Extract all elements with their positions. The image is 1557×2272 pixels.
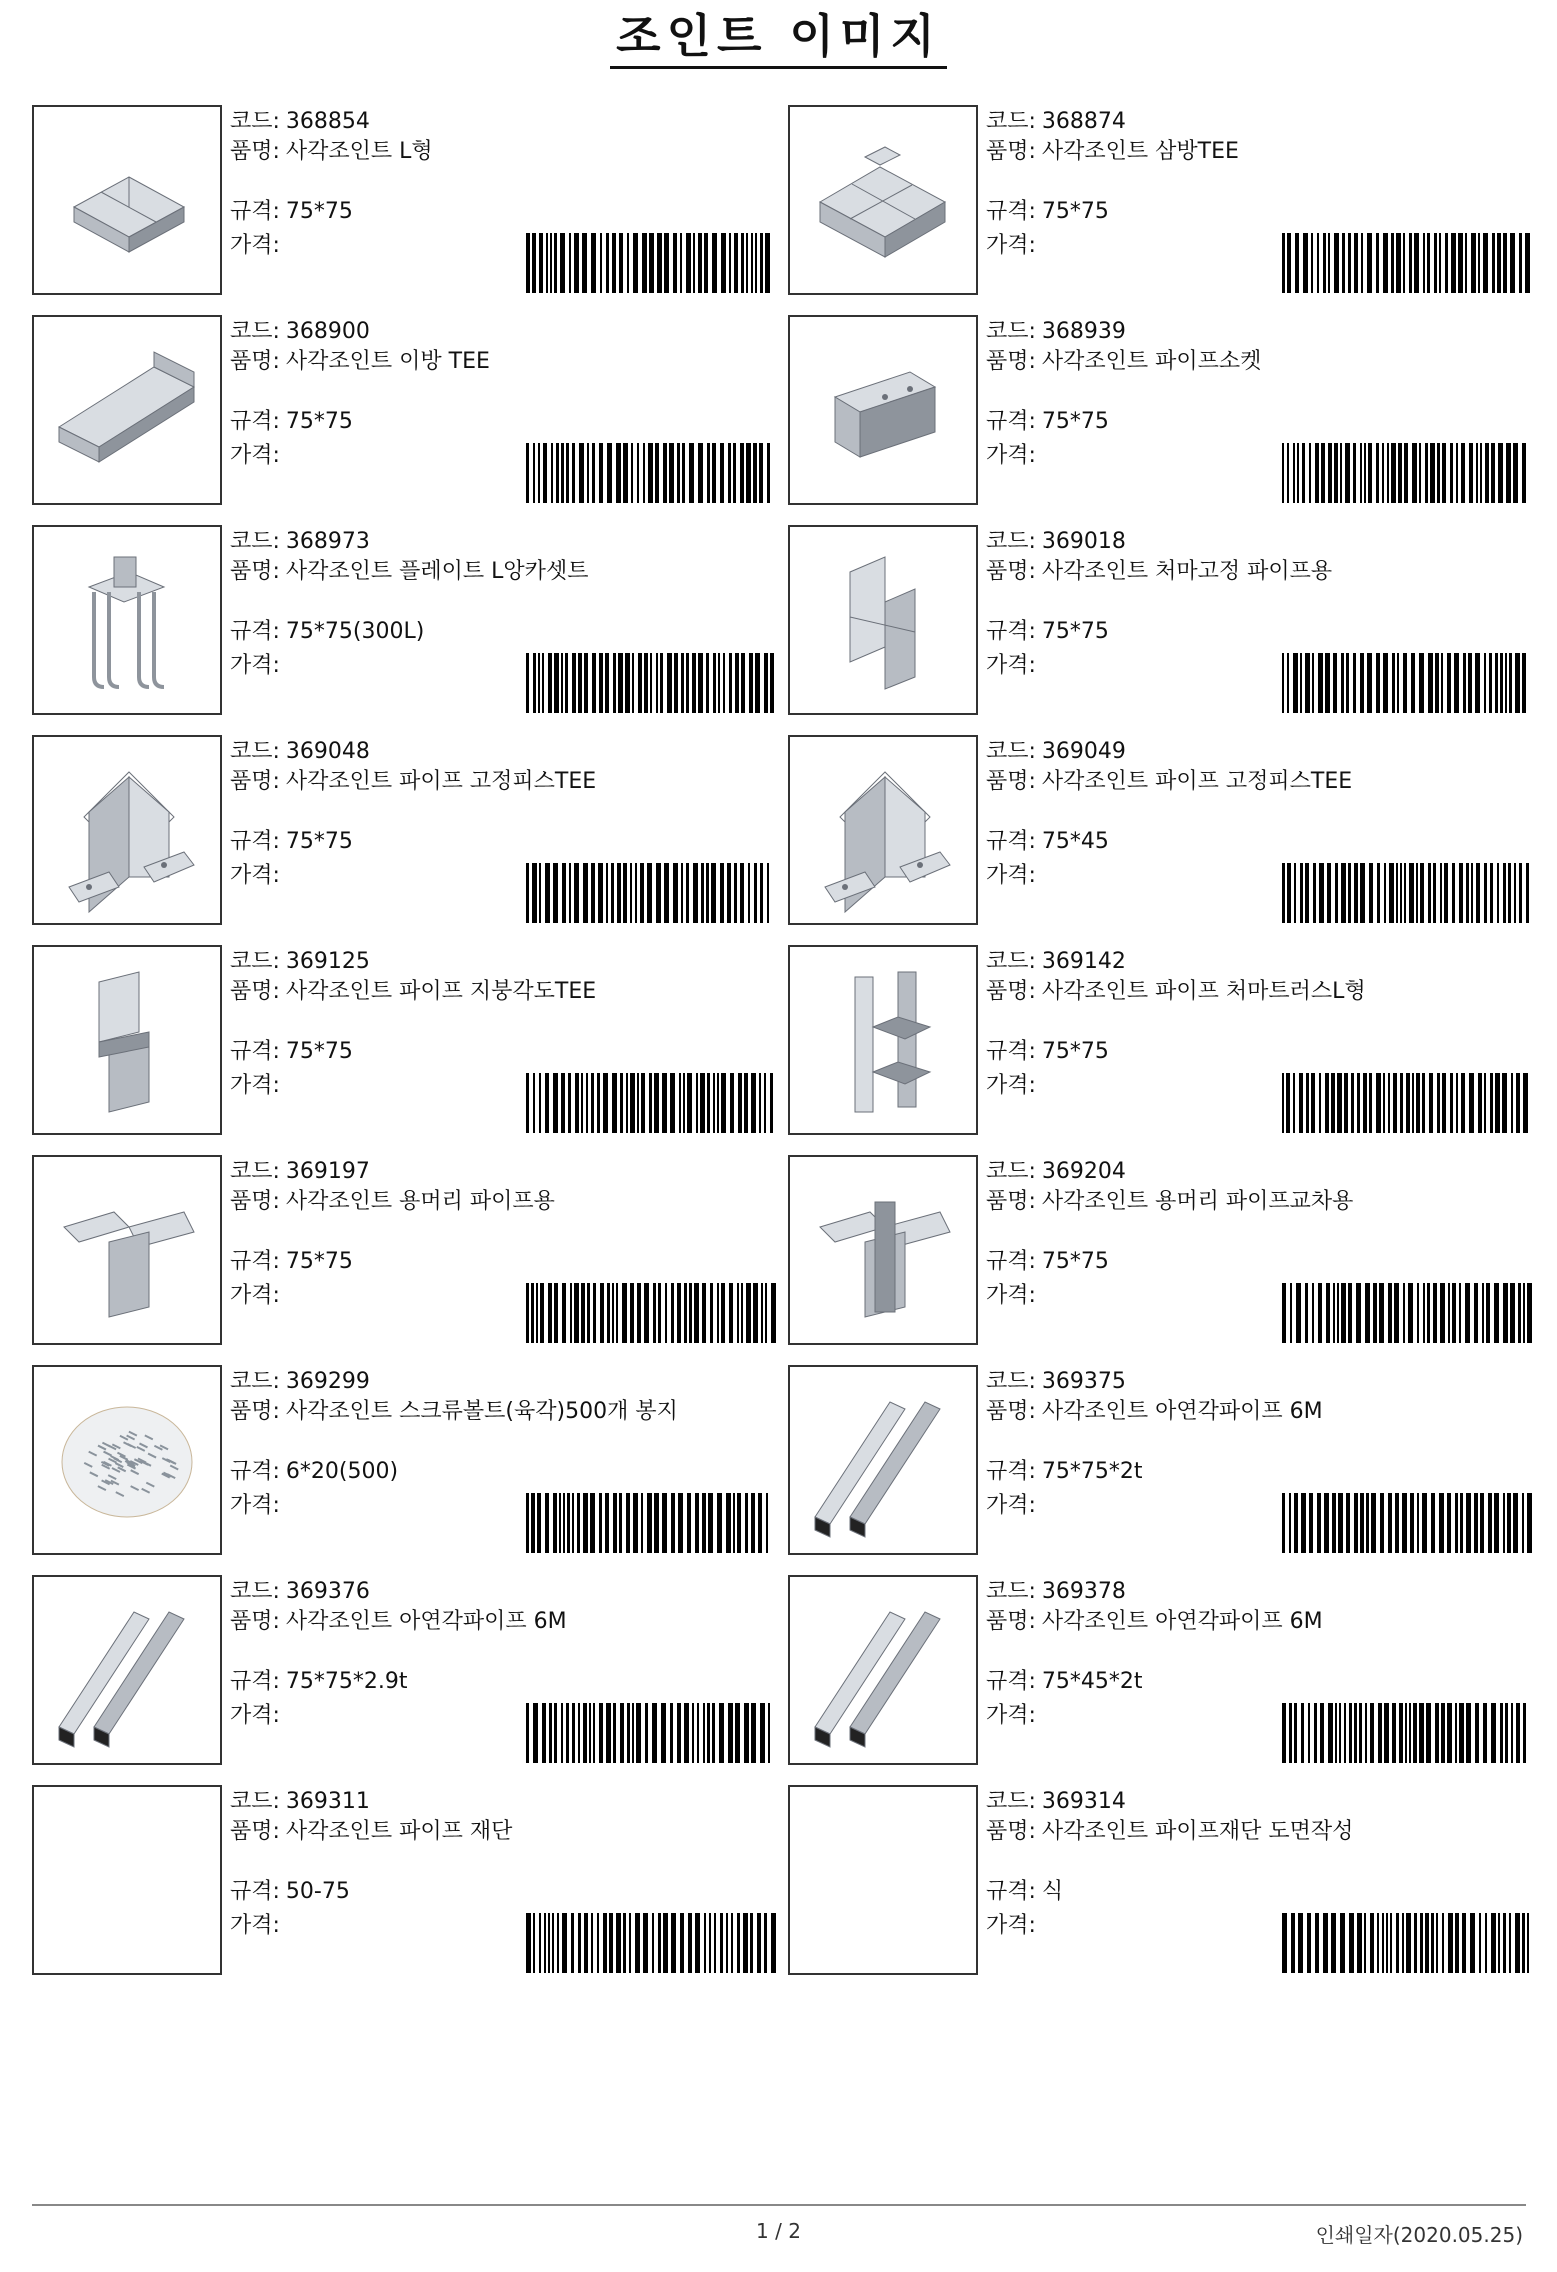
- print-date: 인쇄일자(2020.05.25): [1315, 2223, 1523, 2247]
- barcode: [526, 1913, 778, 1973]
- spec-line: [986, 1037, 1109, 1067]
- code-value: 369142: [1041, 949, 1126, 974]
- name-label: 품명:: [986, 979, 1036, 1004]
- name-line: [986, 137, 1546, 167]
- barcode: [1282, 1703, 1534, 1763]
- code-label: 코드:: [986, 739, 1036, 764]
- name-value: 사각조인트 파이프 지붕각도TEE: [285, 979, 597, 1004]
- barcode: [1282, 863, 1534, 923]
- code-value: 369376: [285, 1579, 370, 1604]
- name-value: 사각조인트 처마고정 파이프용: [1041, 559, 1333, 584]
- code-label: 코드:: [986, 319, 1036, 344]
- spec-label: 규격:: [230, 1249, 280, 1274]
- code-value: 369018: [1041, 529, 1126, 554]
- name-label: 품명:: [230, 139, 280, 164]
- code-value: 368874: [1041, 109, 1126, 134]
- name-label: 품명:: [986, 1399, 1036, 1424]
- barcode: [1282, 233, 1534, 293]
- code-line: [230, 1367, 790, 1397]
- price-line: [986, 1281, 1042, 1311]
- code-line: [986, 527, 1546, 557]
- price-label: 가격:: [986, 233, 1036, 258]
- spec-label: 규격:: [230, 619, 280, 644]
- name-value: 사각조인트 파이프 처마트러스L형: [1041, 979, 1366, 1004]
- code-label: 코드:: [986, 529, 1036, 554]
- name-value: 사각조인트 아연각파이프 6M: [1041, 1399, 1323, 1424]
- spec-value: 75*75: [1041, 409, 1109, 434]
- product-image: [32, 1365, 222, 1555]
- spec-label: 규격:: [230, 199, 280, 224]
- code-value: 369375: [1041, 1369, 1126, 1394]
- name-label: 품명:: [230, 1189, 280, 1214]
- name-line: [230, 1187, 790, 1217]
- name-value: 사각조인트 파이프 재단: [285, 1819, 513, 1844]
- spec-value: 75*45*2t: [1041, 1669, 1143, 1694]
- product-card: [788, 105, 1533, 295]
- price-label: 가격:: [986, 863, 1036, 888]
- name-value: 사각조인트 아연각파이프 6M: [285, 1609, 567, 1634]
- product-card: [788, 1155, 1533, 1345]
- code-value: 368973: [285, 529, 370, 554]
- price-label: 가격:: [986, 1073, 1036, 1098]
- price-line: [230, 1281, 286, 1311]
- spec-line: [986, 1457, 1143, 1487]
- code-line: [986, 1787, 1546, 1817]
- code-line: [230, 1157, 790, 1187]
- code-line: [986, 737, 1546, 767]
- spec-line: [230, 827, 353, 857]
- spec-line: [986, 407, 1109, 437]
- product-image: [32, 525, 222, 715]
- code-value: 369048: [285, 739, 370, 764]
- product-card: [788, 1575, 1533, 1765]
- spec-label: 규격:: [986, 1669, 1036, 1694]
- product-card: [32, 315, 777, 505]
- product-image: [788, 735, 978, 925]
- name-value: 사각조인트 스크류볼트(육각)500개 봉지: [285, 1399, 678, 1424]
- name-line: [986, 977, 1546, 1007]
- page-title: 조인트 이미지: [0, 8, 1557, 69]
- code-line: [230, 1787, 790, 1817]
- barcode: [1282, 1283, 1534, 1343]
- name-line: [230, 137, 790, 167]
- barcode: [526, 863, 778, 923]
- spec-label: 규격:: [230, 1879, 280, 1904]
- spec-line: [986, 617, 1109, 647]
- spec-label: 규격:: [986, 829, 1036, 854]
- price-line: [230, 441, 286, 471]
- price-label: 가격:: [986, 1493, 1036, 1518]
- price-line: [986, 231, 1042, 261]
- product-card: [788, 945, 1533, 1135]
- product-card: [32, 1785, 777, 1975]
- code-label: 코드:: [230, 319, 280, 344]
- name-line: [230, 767, 790, 797]
- name-value: 사각조인트 이방 TEE: [285, 349, 490, 374]
- product-image: [32, 945, 222, 1135]
- product-card: [788, 525, 1533, 715]
- name-label: 품명:: [230, 349, 280, 374]
- name-line: [986, 1397, 1546, 1427]
- name-value: 사각조인트 용머리 파이프용: [285, 1189, 555, 1214]
- code-line: [230, 947, 790, 977]
- spec-line: [986, 1667, 1143, 1697]
- name-label: 품명:: [986, 1609, 1036, 1634]
- product-image: [788, 525, 978, 715]
- spec-value: 75*75*2t: [1041, 1459, 1143, 1484]
- spec-value: 75*75(300L): [285, 619, 425, 644]
- name-value: 사각조인트 파이프재단 도면작성: [1041, 1819, 1354, 1844]
- name-value: 사각조인트 아연각파이프 6M: [1041, 1609, 1323, 1634]
- barcode: [526, 653, 778, 713]
- price-label: 가격:: [986, 443, 1036, 468]
- name-label: 품명:: [986, 1189, 1036, 1214]
- price-label: 가격:: [230, 233, 280, 258]
- product-card: [32, 1575, 777, 1765]
- product-card: [788, 735, 1533, 925]
- name-label: 품명:: [986, 139, 1036, 164]
- code-label: 코드:: [986, 1579, 1036, 1604]
- product-card: [32, 1365, 777, 1555]
- spec-value: 75*45: [1041, 829, 1109, 854]
- code-value: 369125: [285, 949, 370, 974]
- barcode: [526, 1703, 778, 1763]
- code-value: 368939: [1041, 319, 1126, 344]
- code-label: 코드:: [230, 949, 280, 974]
- name-value: 사각조인트 용머리 파이프교차용: [1041, 1189, 1354, 1214]
- spec-line: [986, 827, 1109, 857]
- page-number: 1 / 2: [756, 2219, 801, 2243]
- product-card: [32, 1155, 777, 1345]
- spec-value: 75*75*2.9t: [285, 1669, 408, 1694]
- spec-value: 75*75: [285, 199, 353, 224]
- code-label: 코드:: [986, 949, 1036, 974]
- price-line: [230, 1911, 286, 1941]
- code-value: 369314: [1041, 1789, 1126, 1814]
- price-label: 가격:: [986, 653, 1036, 678]
- code-value: 369204: [1041, 1159, 1126, 1184]
- product-card: [32, 735, 777, 925]
- spec-line: [230, 1037, 353, 1067]
- name-line: [230, 1817, 790, 1847]
- name-line: [986, 1817, 1546, 1847]
- price-label: 가격:: [230, 443, 280, 468]
- product-image: [788, 945, 978, 1135]
- product-image: [32, 1785, 222, 1975]
- code-label: 코드:: [230, 1369, 280, 1394]
- name-label: 품명:: [986, 1819, 1036, 1844]
- spec-label: 규격:: [986, 1459, 1036, 1484]
- spec-label: 규격:: [986, 1249, 1036, 1274]
- code-value: 369197: [285, 1159, 370, 1184]
- spec-value: 75*75: [285, 1039, 353, 1064]
- code-value: 369299: [285, 1369, 370, 1394]
- code-value: 369049: [1041, 739, 1126, 764]
- spec-line: [230, 197, 353, 227]
- product-image: [788, 315, 978, 505]
- spec-line: [230, 407, 353, 437]
- spec-label: 규격:: [986, 619, 1036, 644]
- name-value: 사각조인트 플레이트 L앙카셋트: [285, 559, 589, 584]
- spec-value: 75*75: [1041, 199, 1109, 224]
- price-label: 가격:: [230, 1073, 280, 1098]
- name-label: 품명:: [230, 1399, 280, 1424]
- name-label: 품명:: [230, 1609, 280, 1634]
- price-line: [986, 1071, 1042, 1101]
- code-line: [230, 107, 790, 137]
- barcode: [1282, 1913, 1534, 1973]
- name-line: [986, 1187, 1546, 1217]
- product-image: [32, 1155, 222, 1345]
- name-label: 품명:: [230, 1819, 280, 1844]
- code-line: [230, 737, 790, 767]
- spec-label: 규격:: [230, 829, 280, 854]
- barcode: [526, 1283, 778, 1343]
- price-line: [230, 231, 286, 261]
- barcode: [1282, 653, 1534, 713]
- barcode: [526, 1073, 778, 1133]
- name-line: [230, 1397, 790, 1427]
- spec-value: 75*75: [1041, 619, 1109, 644]
- code-label: 코드:: [230, 109, 280, 134]
- price-label: 가격:: [230, 863, 280, 888]
- spec-value: 75*75: [285, 409, 353, 434]
- name-label: 품명:: [230, 769, 280, 794]
- product-image: [788, 1365, 978, 1555]
- code-label: 코드:: [230, 739, 280, 764]
- product-card: [788, 1365, 1533, 1555]
- barcode: [1282, 1073, 1534, 1133]
- footer-divider: [32, 2204, 1526, 2206]
- spec-label: 규격:: [230, 409, 280, 434]
- name-label: 품명:: [986, 559, 1036, 584]
- spec-line: [230, 617, 424, 647]
- price-line: [986, 1491, 1042, 1521]
- spec-value: 75*75: [1041, 1039, 1109, 1064]
- price-line: [230, 861, 286, 891]
- product-image: [788, 1155, 978, 1345]
- code-line: [986, 1367, 1546, 1397]
- code-value: 369311: [285, 1789, 370, 1814]
- name-value: 사각조인트 삼방TEE: [1041, 139, 1239, 164]
- price-line: [986, 861, 1042, 891]
- name-label: 품명:: [230, 559, 280, 584]
- name-label: 품명:: [986, 349, 1036, 374]
- name-line: [986, 767, 1546, 797]
- spec-value: 6*20(500): [285, 1459, 399, 1484]
- name-value: 사각조인트 파이프 고정피스TEE: [1041, 769, 1353, 794]
- price-line: [986, 1701, 1042, 1731]
- code-line: [230, 317, 790, 347]
- price-label: 가격:: [230, 1703, 280, 1728]
- spec-value: 식: [1041, 1879, 1064, 1904]
- code-value: 369378: [1041, 1579, 1126, 1604]
- barcode: [526, 443, 778, 503]
- code-line: [986, 947, 1546, 977]
- code-line: [986, 1157, 1546, 1187]
- product-image: [788, 105, 978, 295]
- barcode: [1282, 443, 1534, 503]
- product-card: [788, 315, 1533, 505]
- spec-line: [230, 1877, 350, 1907]
- name-value: 사각조인트 L형: [285, 139, 433, 164]
- code-line: [230, 1577, 790, 1607]
- price-label: 가격:: [230, 1493, 280, 1518]
- spec-line: [986, 1247, 1109, 1277]
- price-label: 가격:: [230, 1913, 280, 1938]
- product-card: [32, 105, 777, 295]
- product-image: [32, 1575, 222, 1765]
- product-image: [32, 105, 222, 295]
- price-line: [986, 651, 1042, 681]
- code-label: 코드:: [230, 529, 280, 554]
- spec-line: [230, 1247, 353, 1277]
- product-image: [788, 1785, 978, 1975]
- price-line: [230, 1491, 286, 1521]
- product-image: [32, 315, 222, 505]
- spec-line: [986, 1877, 1063, 1907]
- product-card: [32, 945, 777, 1135]
- price-label: 가격:: [986, 1283, 1036, 1308]
- code-label: 코드:: [230, 1789, 280, 1814]
- spec-label: 규격:: [230, 1039, 280, 1064]
- barcode: [1282, 1493, 1534, 1553]
- spec-label: 규격:: [986, 409, 1036, 434]
- name-line: [230, 977, 790, 1007]
- spec-label: 규격:: [230, 1459, 280, 1484]
- product-image: [788, 1575, 978, 1765]
- spec-label: 규격:: [986, 1879, 1036, 1904]
- spec-line: [230, 1457, 398, 1487]
- name-label: 품명:: [986, 769, 1036, 794]
- code-line: [986, 317, 1546, 347]
- name-line: [230, 1607, 790, 1637]
- spec-line: [230, 1667, 408, 1697]
- price-line: [986, 1911, 1042, 1941]
- code-label: 코드:: [230, 1579, 280, 1604]
- name-value: 사각조인트 파이프 고정피스TEE: [285, 769, 597, 794]
- code-line: [230, 527, 790, 557]
- barcode: [526, 233, 778, 293]
- spec-value: 50-75: [285, 1879, 350, 1904]
- price-label: 가격:: [230, 653, 280, 678]
- name-value: 사각조인트 파이프소켓: [1041, 349, 1262, 374]
- name-line: [986, 347, 1546, 377]
- code-value: 368854: [285, 109, 370, 134]
- code-label: 코드:: [986, 109, 1036, 134]
- code-label: 코드:: [230, 1159, 280, 1184]
- price-label: 가격:: [986, 1703, 1036, 1728]
- spec-value: 75*75: [285, 829, 353, 854]
- price-line: [230, 1071, 286, 1101]
- price-line: [986, 441, 1042, 471]
- spec-value: 75*75: [1041, 1249, 1109, 1274]
- price-line: [230, 1701, 286, 1731]
- code-value: 368900: [285, 319, 370, 344]
- spec-label: 규격:: [986, 199, 1036, 224]
- code-line: [986, 1577, 1546, 1607]
- price-label: 가격:: [986, 1913, 1036, 1938]
- spec-line: [986, 197, 1109, 227]
- spec-label: 규격:: [230, 1669, 280, 1694]
- name-line: [986, 557, 1546, 587]
- spec-value: 75*75: [285, 1249, 353, 1274]
- code-label: 코드:: [986, 1369, 1036, 1394]
- code-label: 코드:: [986, 1789, 1036, 1814]
- name-line: [230, 347, 790, 377]
- spec-label: 규격:: [986, 1039, 1036, 1064]
- barcode: [526, 1493, 778, 1553]
- product-image: [32, 735, 222, 925]
- name-line: [986, 1607, 1546, 1637]
- price-label: 가격:: [230, 1283, 280, 1308]
- price-line: [230, 651, 286, 681]
- product-card: [788, 1785, 1533, 1975]
- name-line: [230, 557, 790, 587]
- code-line: [986, 107, 1546, 137]
- name-label: 품명:: [230, 979, 280, 1004]
- product-card: [32, 525, 777, 715]
- code-label: 코드:: [986, 1159, 1036, 1184]
